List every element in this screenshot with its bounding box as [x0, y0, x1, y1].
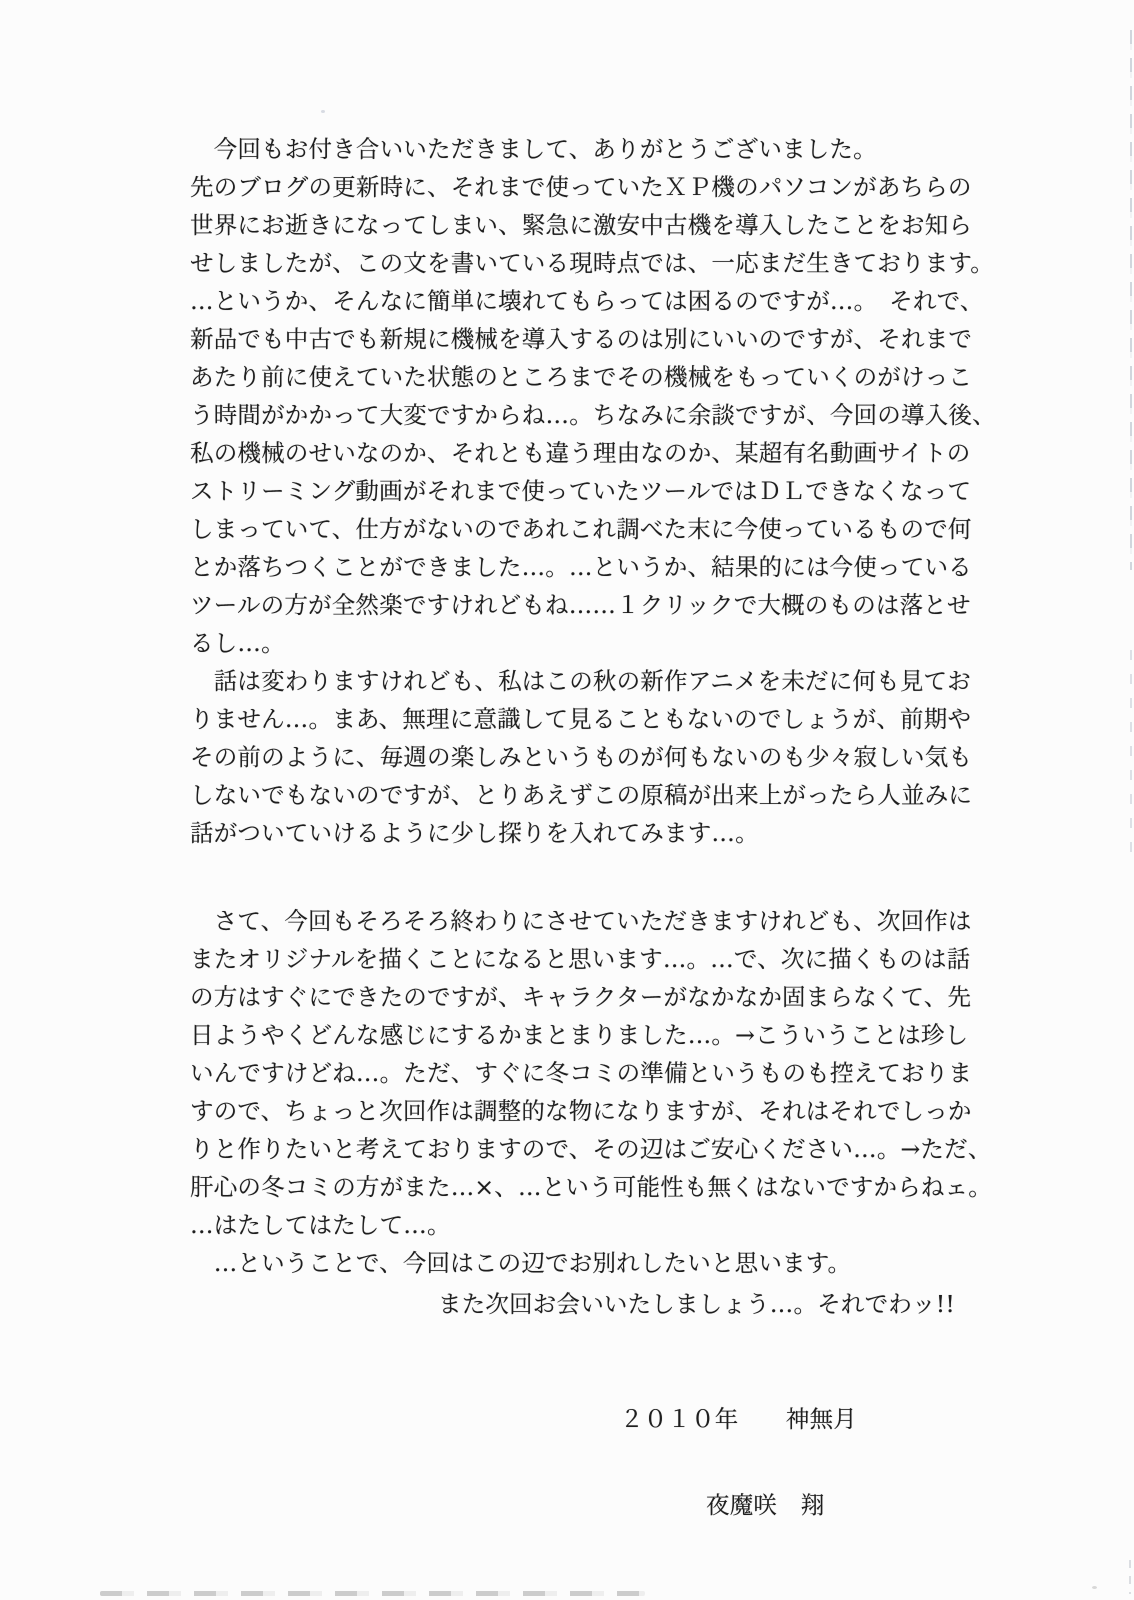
- text-line: …というか、そんなに簡単に壊れてもらっては困るのですが…。 それで、: [190, 287, 984, 315]
- text-line: う時間がかかって大変ですからね…。ちなみに余談ですが、今回の導入後、: [190, 401, 996, 429]
- text-line: またオリジナルを描くことになると思います…。…で、次に描くものは話: [190, 945, 971, 973]
- text-line: ツールの方が全然楽ですけれどもね……１クリックで大概のものは落とせ: [190, 591, 971, 619]
- text-line: しまっていて、仕方がないのであれこれ調べた末に今使っているもので何: [190, 515, 972, 543]
- text-line: すので、ちょっと次回作は調整的な物になりますが、それはそれでしっか: [190, 1097, 972, 1125]
- text-line: さて、今回もそろそろ終わりにさせていただきますけれども、次回作は: [190, 907, 972, 935]
- text-line: …はたしてはたして…。: [190, 1211, 451, 1239]
- text-line: あたり前に使えていた状態のところまでその機械をもっていくのがけっこ: [190, 363, 973, 391]
- text-line: とか落ちつくことができました…。…というか、結果的には今使っている: [190, 553, 972, 581]
- text-line: …ということで、今回はこの辺でお別れしたいと思います。: [190, 1249, 852, 1277]
- afterword-body-first-block: [190, 130, 1000, 852]
- scan-smudge-artifact: [100, 1591, 645, 1596]
- scan-edge-artifact: [1130, 650, 1132, 860]
- text-line: 世界にお逝きになってしまい、緊急に激安中古機を導入したことをお知ら: [190, 211, 973, 239]
- scan-speck-artifact: [1092, 1586, 1097, 1589]
- text-line: 今回もお付き合いいただきまして、ありがとうございました。: [190, 135, 877, 163]
- scan-speck-artifact: [321, 110, 325, 113]
- scan-edge-artifact: [1129, 1560, 1131, 1594]
- text-line: 日ようやくどんな感じにするかまとまりました…。→こういうことは珍し: [190, 1021, 969, 1049]
- scan-edge-artifact: [1130, 30, 1132, 570]
- text-line: 私の機械のせいなのか、それとも違う理由なのか、某超有名動画サイトの: [190, 439, 971, 467]
- text-line: いんですけどね…。ただ、すぐに冬コミの準備というものも控えておりま: [190, 1059, 973, 1087]
- author-signature: 夜魔咲 翔: [706, 1491, 825, 1519]
- date-line: ２０１０年 神無月: [620, 1405, 857, 1433]
- text-line: りと作りたいと考えておりますので、その辺はご安心ください…。→ただ、: [190, 1135, 992, 1163]
- text-line: 話は変わりますけれども、私はこの秋の新作アニメを未だに何も見てお: [190, 667, 971, 695]
- text-line: の方はすぐにできたのですが、キャラクターがなかなか固まらなくて、先: [190, 983, 972, 1011]
- text-line: りません…。まあ、無理に意識して見ることもないのでしょうが、前期や: [190, 705, 972, 733]
- text-line: ストリーミング動画がそれまで使っていたツールではＤＬできなくなって: [190, 477, 972, 505]
- text-line: 話がついていけるように少し探りを入れてみます…。: [190, 819, 759, 847]
- text-line: 肝心の冬コミの方がまた…×、…という可能性も無くはないですからねェ。: [190, 1173, 992, 1201]
- text-line: るし…。: [190, 629, 285, 657]
- text-line: その前のように、毎週の楽しみというものが何もないのも少々寂しい気も: [190, 743, 973, 771]
- afterword-body-second-block: [190, 902, 1000, 1282]
- text-line: 先のブログの更新時に、それまで使っていたＸＰ機のパソコンがあちらの: [190, 173, 972, 201]
- text-line: 新品でも中古でも新規に機械を導入するのは別にいいのですが、それまで: [190, 325, 973, 353]
- text-line: しないでもないのですが、とりあえずこの原稿が出来上がったら人並みに: [190, 781, 973, 809]
- text-line: せしましたが、この文を書いている現時点では、一応まだ生きております。: [190, 249, 994, 277]
- farewell-line: また次回お会いいたしましょう…。それでわッ!!: [438, 1290, 955, 1318]
